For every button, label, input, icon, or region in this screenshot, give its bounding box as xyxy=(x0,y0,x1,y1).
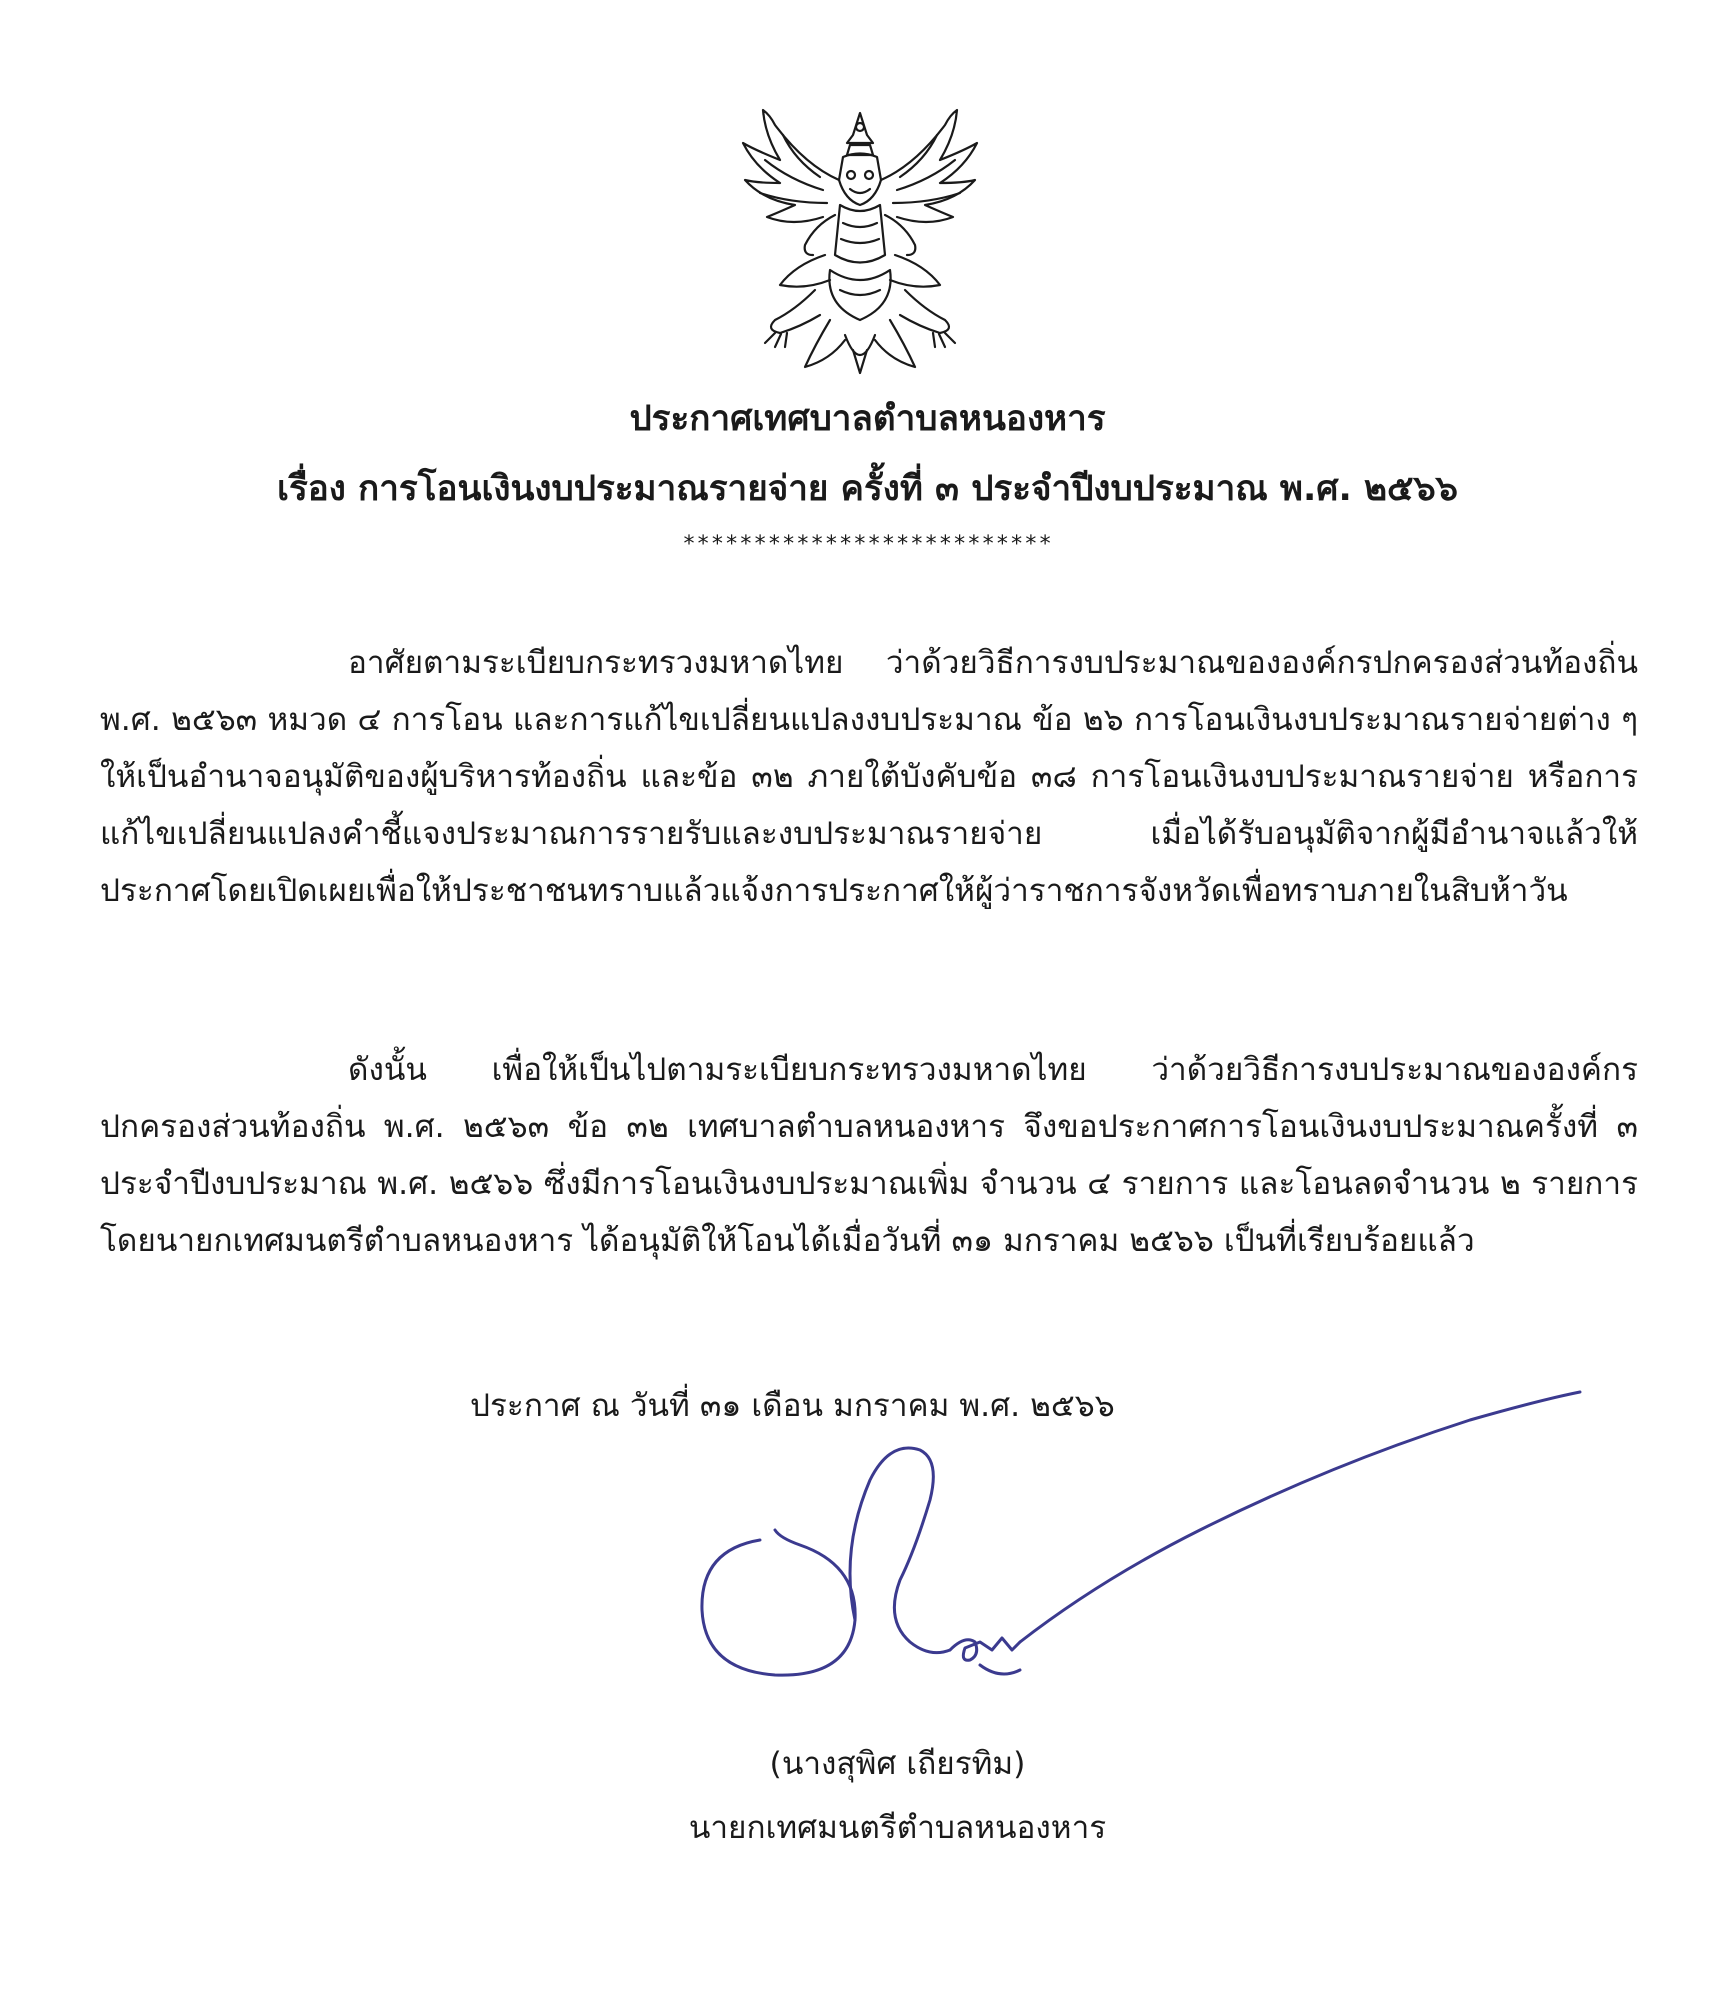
handwritten-signature-icon xyxy=(680,1380,1640,1700)
signer-name: (นางสุพิศ เถียรทิม) xyxy=(769,1746,1026,1782)
announcement-date: ประกาศ ณ วันที่ ๓๑ เดือน มกราคม พ.ศ. ๒๕๖๖ xyxy=(470,1388,1115,1424)
signer-position: นายกเทศมนตรีตำบลหนองหาร xyxy=(688,1810,1107,1846)
body-paragraph-1: อาศัยตามระเบียบกระทรวงมหาดไทย ว่าด้วยวิธีการงบประมาณขององค์กรปกครองส่วนท้องถิ่น พ.ศ. ๒๕๖๓ หมวด ๔ การโอน และการแก้ไขเปลี่ยนแปลงงบประมาณ ข้อ ๒๖ การโอนเงินงบประมาณรายจ่ายต่าง ๆ ให้เป็นอำนาจอนุมัติของผู้บริหารท้องถิ่น และข้อ ๓๒ ภายใต้บังคับข้อ ๓๘ การโอนเงินงบประมาณรายจ่าย หรือการแก้ไขเปลี่ยนแปลงคำชี้แจงประมาณการรายรับและงบประมาณรายจ่าย เมื่อได้รับอนุมัติจากผู้มีอำนาจแล้วให้ประกาศโดยเปิดเผยเพื่อให้ประชาชนทราบแล้วแจ้งการประกาศให้ผู้ว่าราชการจังหวัดเพื่อทราบภายในสิบห้าวัน xyxy=(100,645,1638,909)
announcement-subject: เรื่อง การโอนเงินงบประมาณรายจ่าย ครั้งที่ ๓ ประจำปีงบประมาณ พ.ศ. ๒๕๖๖ xyxy=(277,469,1458,509)
separator: ************************** xyxy=(682,532,1053,557)
garuda-emblem-icon xyxy=(735,105,985,380)
body-paragraph-2: ดังนั้น เพื่อให้เป็นไปตามระเบียบกระทรวงมหาดไทย ว่าด้วยวิธีการงบประมาณขององค์กรปกครองส่วนท้องถิ่น พ.ศ. ๒๕๖๓ ข้อ ๓๒ เทศบาลตำบลหนองหาร จึงขอประกาศการโอนเงินงบประมาณครั้งที่ ๓ ประจำปีงบประมาณ พ.ศ. ๒๕๖๖ ซึ่งมีการโอนเงินงบประมาณเพิ่ม จำนวน ๔ รายการ และโอนลดจำนวน ๒ รายการ โดยนายกเทศมนตรีตำบลหนองหาร ได้อนุมัติให้โอนได้เมื่อวันที่ ๓๑ มกราคม ๒๕๖๖ เป็นที่เรียบร้อยแล้ว xyxy=(100,1052,1638,1259)
announcement-title: ประกาศเทศบาลตำบลหนองหาร xyxy=(629,399,1106,439)
